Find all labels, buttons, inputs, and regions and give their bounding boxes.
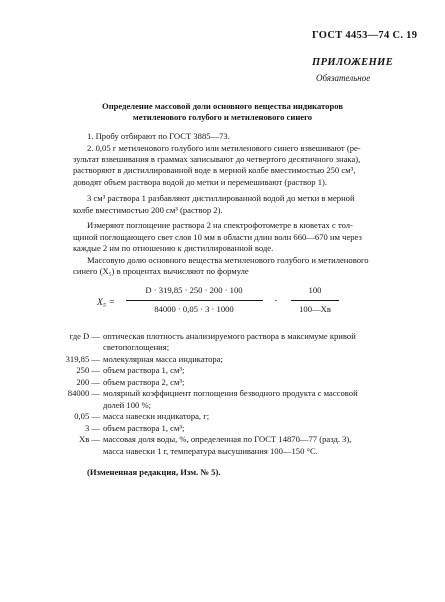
body-line: Измеряют поглощение раствора 2 на спектрофотометре в кюветах с тол-: [87, 220, 353, 230]
appendix-status: Обязательное: [316, 73, 371, 83]
definition-term: 319,85 —: [65, 354, 100, 364]
definition-term: 250 —: [76, 365, 100, 375]
definition-text: объем раствора 1, см³;: [103, 365, 185, 375]
appendix-label: ПРИЛОЖЕНИЕ: [312, 57, 394, 68]
body-line: щиной поглощающего свет слоя 10 мм в области длин волн 660—670 нм через: [73, 232, 362, 242]
definition-text: масса навески индикатора, г;: [103, 411, 210, 421]
body-line: 3 см³ раствора 1 разбавляют дистиллированной водой до метки в мерной: [87, 193, 355, 203]
body-line: зультат взвешивания в граммах записывают до четвертого десятичного знака),: [73, 154, 361, 164]
formula-denominator-1: 84000 · 0,05 · 3 · 1000: [154, 304, 234, 314]
amendment-note: (Измененная редакция, Изм. № 5).: [87, 467, 221, 477]
definition-term: 84000 —: [67, 388, 100, 398]
body-line: 2. 0,05 г метиленового голубого или метиленового синего взвешивают (ре-: [87, 143, 361, 153]
definition-text: объем раствора 1, см³;: [103, 423, 185, 433]
body-line: колбе вместимостью 200 см³ (раствор 2).: [73, 205, 223, 215]
definition-text: масса навески 1 г, температура высушивания 100—150 °С.: [103, 446, 318, 456]
formula-multiply-dot: ·: [274, 295, 278, 307]
definition-term: 200 —: [76, 377, 100, 387]
definition-text: светопоглощения;: [103, 342, 170, 352]
definition-term: 3 —: [84, 423, 100, 433]
body-line: синего (X₅) в процентах вычисляют по формуле: [73, 266, 249, 276]
section-title-line-1: Определение массовой доли основного вещества индикаторов: [102, 101, 343, 111]
section-title-line-2: метиленового голубого и метиленового синего: [132, 112, 313, 122]
formula-denominator-2: 100—Xв: [299, 304, 331, 314]
definition-text: оптическая плотность анализируемого раствора в максимуме кривой: [103, 331, 356, 341]
definition-text: массовая доля воды, %, определенная по ГОСТ 14870—77 (разд. 3),: [103, 434, 352, 444]
body-line: растворяют в дистиллированной воде в мерной колбе вместимостью 250 см³,: [73, 165, 356, 175]
body-line: 1. Пробу отбирают по ГОСТ 3885—73.: [87, 131, 230, 141]
definition-term: где D —: [69, 331, 100, 341]
fraction-bar-1: [126, 300, 263, 301]
body-line: доводят объем раствора водой до метки и перемешивают (раствор 1).: [73, 177, 327, 187]
gost-page-header: ГОСТ 4453—74 С. 19: [312, 30, 418, 41]
definition-term: 0,05 —: [74, 411, 100, 421]
body-line: каждые 2 нм по отношению к дистиллированной воде.: [73, 243, 274, 253]
formula-numerator-1: D · 319,85 · 250 · 200 · 100: [145, 285, 243, 295]
fraction-bar-2: [291, 300, 339, 301]
definition-text: объем раствора 2, см³;: [103, 377, 185, 387]
formula-lhs: X₅ =: [97, 298, 115, 308]
body-line: Массовую долю основного вещества метиленового голубого и метиленового: [87, 255, 369, 265]
definition-term: Xв —: [78, 434, 100, 444]
definition-text: молярный коэффициент поглощения безводного продукта с массовой: [103, 388, 358, 398]
definition-text: молекулярная масса индикатора;: [103, 354, 223, 364]
formula-numerator-2: 100: [308, 285, 322, 295]
definition-text: долей 100 %;: [103, 400, 151, 410]
